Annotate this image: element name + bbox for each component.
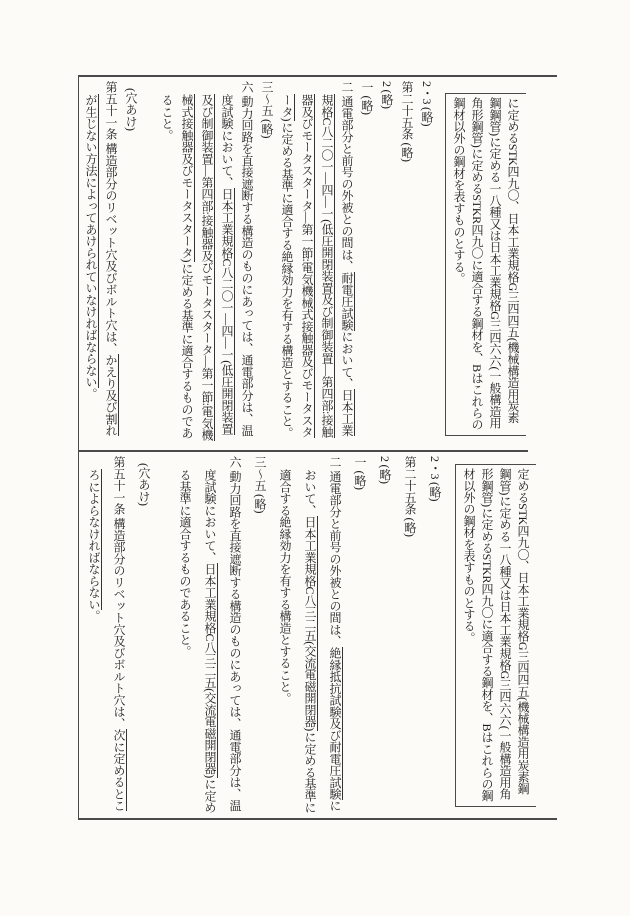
table-note-box bbox=[445, 93, 526, 436]
text-run: 2・3 (略) bbox=[420, 81, 434, 127]
article-51-text bbox=[81, 456, 131, 814]
paragraph-2-3-ryaku bbox=[422, 456, 447, 814]
revision-underlined-text: 日本工業規格C八二〇一―四―一(低圧開閉装置及び制御装置―第四部:接触器及びモータスタータ―第一節:電気機械式接触器及びモータスタータ) bbox=[280, 94, 354, 438]
item-6-text bbox=[172, 456, 247, 814]
text-run: 二 通電部分と前号の外被との間は、 bbox=[340, 81, 354, 272]
text-run: 2・3 (略) bbox=[428, 456, 442, 502]
text-run: 六 動力回路を直接遮断する構造のものにあっては、通電部分は、温度試験において、 bbox=[203, 456, 242, 812]
paragraph-2-ryaku bbox=[377, 81, 397, 446]
items-3-5-ryaku bbox=[257, 81, 277, 446]
comparison-row-upper bbox=[79, 77, 528, 452]
article-51-text bbox=[81, 81, 121, 446]
paragraph-2-3-ryaku bbox=[417, 81, 437, 446]
items-3-5-ryaku bbox=[247, 456, 272, 814]
revision-underlined-text: 次に定めるところによらなければならない bbox=[87, 469, 126, 812]
item-2-text bbox=[272, 456, 347, 814]
revision-underlined-text: 日本工業規格C八二〇一―四―一(低圧開閉装置及び制御装置―第四部:接触器及びモータスタータ―第一節:電気機械式接触器及びモータスタータ) bbox=[180, 94, 234, 441]
revision-underlined-text: 日本工業規格C八三二五(交流電磁開閉器) bbox=[303, 516, 317, 731]
revision-underlined-text: かえり及び割れが生じない方法によってあけられていなければならない bbox=[84, 94, 118, 437]
item-1-ryaku bbox=[357, 81, 377, 446]
paragraph-2-ryaku bbox=[372, 456, 397, 814]
text-run: 第五十一条 構造部分のリベット穴及びボルト穴は、 bbox=[104, 81, 118, 354]
text-run: 二 通電部分と前号の外被との間は、 bbox=[328, 456, 342, 647]
text-run: 第五十一条 構造部分のリベット穴及びボルト穴は、 bbox=[112, 456, 126, 729]
table-note-text bbox=[460, 468, 532, 803]
text-run: 一 (略) bbox=[360, 81, 374, 115]
item-1-ryaku bbox=[347, 456, 372, 814]
revision-underlined-text: 絶縁抵抗試験及び耐電圧試験 bbox=[328, 646, 342, 800]
comparison-row-lower bbox=[79, 452, 538, 818]
item-2-text bbox=[277, 81, 357, 446]
comparison-table bbox=[78, 75, 557, 820]
text-run: 三〜五 (略) bbox=[260, 81, 274, 139]
revision-underlined-text: 日本工業規格C八三二五(交流電磁開閉器) bbox=[203, 563, 217, 778]
text-run: 第二十五条 (略) bbox=[403, 456, 417, 537]
article-51-caption bbox=[131, 456, 156, 814]
text-run: において、 bbox=[303, 469, 342, 812]
table-note-text bbox=[450, 97, 522, 432]
text-run: 。 bbox=[87, 610, 101, 622]
text-run: 2 (略) bbox=[378, 456, 392, 484]
text-run: 一 (略) bbox=[353, 456, 367, 490]
text-run: 第二十五条 (略) bbox=[400, 81, 414, 162]
text-run: に定める基準に適合する絶縁効力を有する構造とすること。 bbox=[278, 469, 317, 814]
article-25-heading bbox=[397, 456, 422, 814]
text-run: (穴あけ) bbox=[137, 463, 151, 506]
text-run: 定めるSTK四九〇、日本工業規格G三四四五(機械構造用炭素鋼鋼管)に定める一八種又は日本工業規格G三四六六(一般構造用角形鋼管)に定めるSTKR四九〇に適合する鋼材を、Bはこれらの鋼材以外の鋼材を表すものとする。 bbox=[462, 468, 530, 802]
article-25-heading bbox=[397, 81, 417, 446]
text-run: に定めるSTK四九〇、日本工業規格G三四四五(機械構造用炭素鋼鋼管)に定める一八種又は日本工業規格G三四六六(一般構造用角形鋼管)に定めるSTKR四九〇に適合する鋼材を、Bはこれらの鋼材以外の鋼材を表すものとする。 bbox=[452, 97, 520, 431]
text-run: 。 bbox=[84, 387, 98, 400]
table-note-box bbox=[455, 464, 536, 807]
text-run: に定める基準に適合するものであること。 bbox=[178, 469, 217, 814]
text-run: 2 (略) bbox=[380, 81, 394, 109]
text-run: (穴あけ) bbox=[124, 88, 138, 131]
text-run: 三〜五 (略) bbox=[253, 456, 267, 514]
item-6-text bbox=[157, 81, 257, 446]
text-run: に定める基準に適合する絶縁効力を有する構造とすること。 bbox=[280, 121, 294, 439]
text-run: に定める基準に適合するものであること。 bbox=[160, 94, 194, 439]
text-run: において、 bbox=[340, 330, 354, 390]
text-run: 六 動力回路を直接遮断する構造のものにあっては、通電部分は、温度試験において、 bbox=[220, 81, 254, 437]
revision-underlined-text: 耐電圧試験 bbox=[340, 271, 354, 331]
article-51-caption bbox=[121, 81, 141, 446]
